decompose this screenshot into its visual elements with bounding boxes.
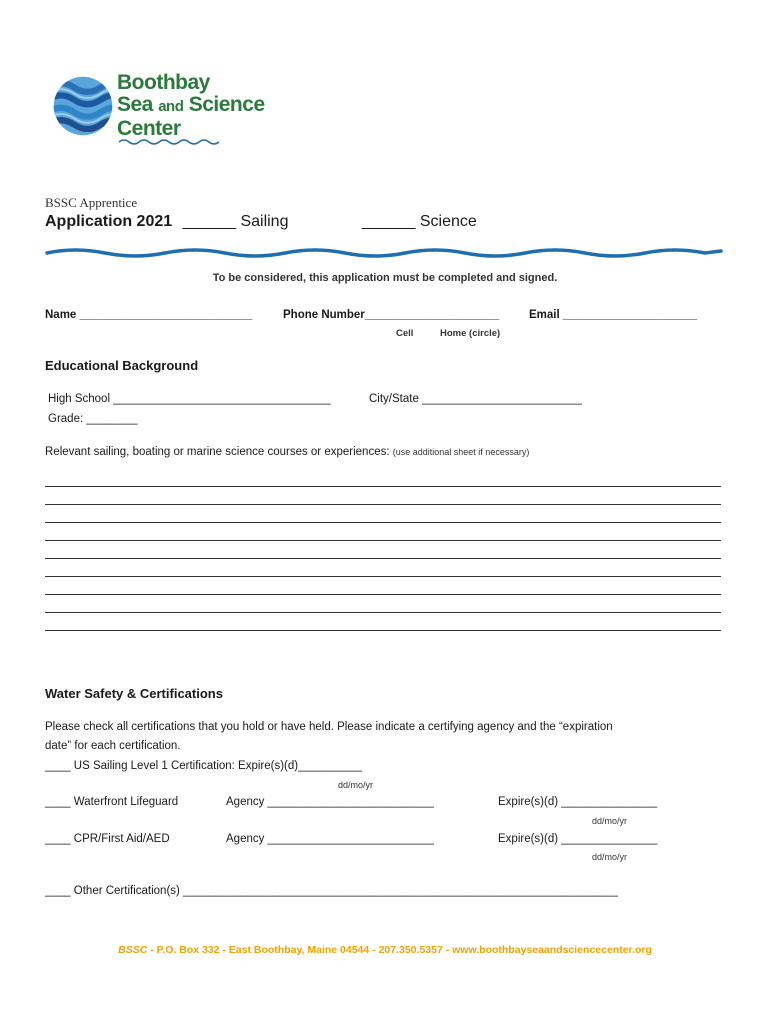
relevant-experience-label: Relevant sailing, boating or marine science courses or experiences:: [45, 446, 390, 458]
us-sailing-certification-field[interactable]: ____ US Sailing Level 1 Certification: Expire(s)(d)__________: [45, 760, 363, 772]
experience-line[interactable]: [45, 594, 721, 595]
certification-instructions-line-1: Please check all certifications that you hold or have held. Please indicate a certifying agency and the “expiration: [45, 721, 613, 733]
date-format-hint: dd/mo/yr: [592, 816, 628, 826]
experience-line[interactable]: [45, 612, 721, 613]
city-state-field[interactable]: City/State _________________________: [369, 393, 582, 405]
bssc-brand-name: [117, 72, 265, 140]
experience-line[interactable]: [45, 486, 721, 487]
experience-line[interactable]: [45, 540, 721, 541]
sailing-option[interactable]: ______ Sailing: [182, 213, 289, 230]
experience-line[interactable]: [45, 630, 721, 631]
brand-line-1: Boothbay: [117, 71, 210, 94]
phone-cell-option[interactable]: Cell: [396, 328, 414, 339]
bssc-logo-globe-icon: [52, 75, 114, 137]
grade-field[interactable]: Grade: ________: [48, 413, 138, 425]
brand-word-sea: Sea: [117, 93, 153, 116]
additional-sheet-note: (use additional sheet if necessary): [392, 447, 530, 457]
brand-word-science: Science: [188, 93, 265, 116]
other-certification-field[interactable]: ____ Other Certification(s) ____________________________________________________________________: [45, 885, 618, 897]
brand-word-and: and: [158, 98, 184, 115]
completion-notice: To be considered, this application must be completed and signed.: [212, 272, 558, 284]
relevant-experience-prompt: [45, 446, 529, 458]
footer-address: - P.O. Box 332 - East Boothbay, Maine 04544 - 207.350.5357 - www.boothbayseaandsciencecenter.org: [147, 944, 652, 956]
water-safety-heading: Water Safety & Certifications: [45, 686, 223, 701]
experience-line[interactable]: [45, 522, 721, 523]
waterfront-lifeguard-checkbox[interactable]: ____ Waterfront Lifeguard: [45, 796, 179, 808]
experience-line[interactable]: [45, 558, 721, 559]
science-option[interactable]: ______ Science: [362, 213, 477, 230]
divider-wave-icon: [45, 245, 725, 261]
email-field[interactable]: Email _____________________: [529, 309, 698, 321]
waterfront-agency-field[interactable]: Agency __________________________: [226, 796, 434, 808]
brand-line-2: [117, 94, 265, 118]
cpr-first-aid-checkbox[interactable]: ____ CPR/First Aid/AED: [45, 833, 170, 845]
waterfront-expire-field[interactable]: Expire(s)(d) _______________: [498, 796, 658, 808]
experience-line[interactable]: [45, 504, 721, 505]
certification-instructions-line-2: date” for each certification.: [45, 740, 181, 752]
footer-contact: [0, 944, 770, 956]
cpr-agency-field[interactable]: Agency __________________________: [226, 833, 434, 845]
small-wave-icon: [117, 137, 227, 147]
application-year: Application 2021: [45, 213, 173, 230]
date-format-hint: dd/mo/yr: [338, 780, 374, 790]
cpr-expire-field[interactable]: Expire(s)(d) _______________: [498, 833, 658, 845]
name-field[interactable]: Name ___________________________: [45, 309, 253, 321]
education-heading: Educational Background: [45, 358, 199, 373]
phone-field[interactable]: Phone Number_____________________: [283, 309, 500, 321]
footer-bssc: BSSC: [118, 944, 148, 956]
subtitle: BSSC Apprentice: [45, 195, 138, 210]
experience-line[interactable]: [45, 576, 721, 577]
brand-line-3: Center: [117, 117, 181, 140]
high-school-field[interactable]: High School __________________________________: [48, 393, 331, 405]
date-format-hint: dd/mo/yr: [592, 852, 628, 862]
phone-home-option[interactable]: Home (circle): [440, 328, 501, 339]
application-title: [45, 213, 288, 231]
